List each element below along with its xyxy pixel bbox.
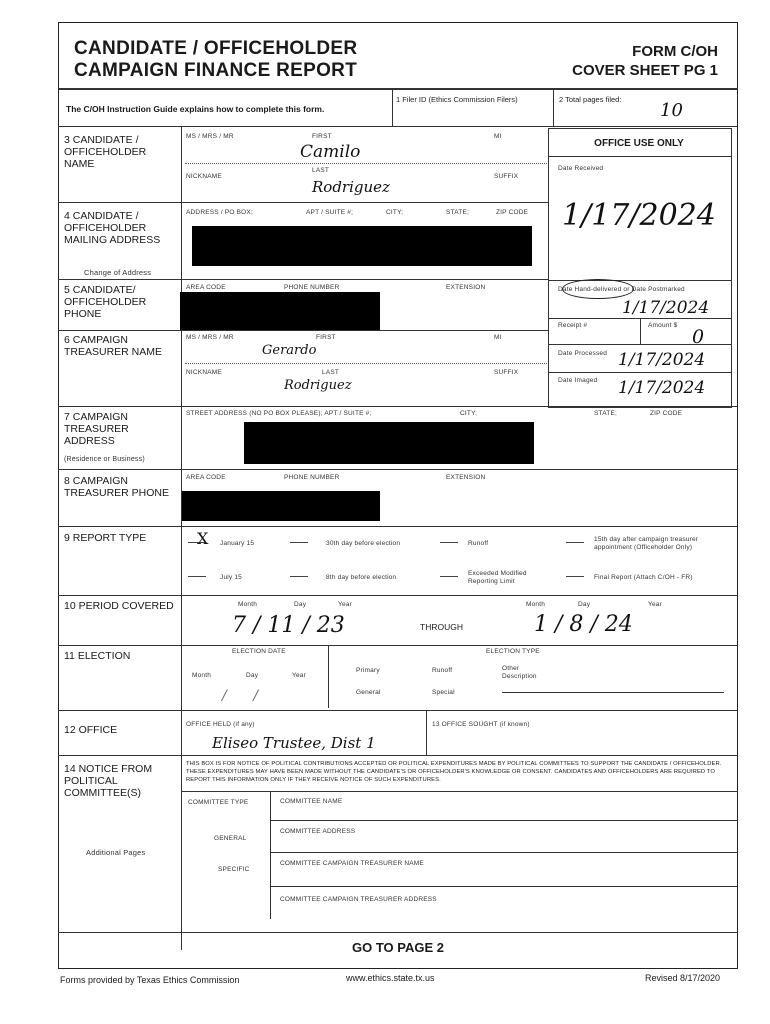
amount-label: Amount $ (648, 322, 678, 329)
total-pages-value: 10 (660, 100, 683, 121)
extension-label: EXTENSION (446, 284, 486, 291)
divider (185, 363, 547, 364)
redaction-block (182, 491, 380, 521)
section-7-label: 7 CAMPAIGN TREASURER ADDRESS (64, 411, 129, 447)
divider (270, 791, 271, 919)
zip-label: ZIP CODE (650, 410, 683, 417)
through-label: THROUGH (420, 622, 463, 632)
mi-label: MI (494, 334, 502, 341)
divider (270, 886, 738, 887)
area-code-label: AREA CODE (186, 474, 226, 481)
section-5-label: 5 CANDIDATE/ OFFICEHOLDER PHONE (64, 284, 147, 320)
divider (548, 156, 732, 157)
last-label: LAST (312, 167, 330, 174)
divider (548, 344, 732, 345)
option-primary: Primary (356, 667, 380, 674)
divider (58, 526, 738, 527)
checkbox-8th-day[interactable] (290, 566, 308, 577)
suffix-label: SUFFIX (494, 369, 519, 376)
hand-delivered-label: Date Hand-delivered or Date Postmarked (558, 286, 685, 293)
candidate-first-name: Camilo (300, 142, 361, 162)
date-processed-value: 1/17/2024 (618, 350, 706, 370)
candidate-last-name: Rodriguez (312, 178, 390, 196)
phone-number-label: PHONE NUMBER (284, 284, 340, 291)
year-label: Year (648, 601, 662, 608)
ms-label: MS / MRS / MR (186, 133, 234, 140)
ms-label: MS / MRS / MR (186, 334, 234, 341)
first-label: FIRST (316, 334, 336, 341)
office-use-title: OFFICE USE ONLY (594, 138, 684, 149)
year-label: Year (338, 601, 352, 608)
city-label: CITY; (460, 410, 478, 417)
mi-label: MI (494, 133, 502, 140)
treasurer-first-name: Gerardo (262, 343, 317, 358)
divider (58, 755, 738, 756)
additional-pages-label: Additional Pages (86, 848, 146, 857)
divider (182, 791, 738, 792)
option-runoff: Runoff (432, 667, 453, 674)
option-january: January 15 (220, 540, 255, 547)
date-received-label: Date Received (558, 165, 604, 172)
suffix-label: SUFFIX (494, 173, 519, 180)
divider (328, 646, 329, 708)
extension-label: EXTENSION (446, 474, 486, 481)
residence-label: (Residence or Business) (64, 456, 145, 463)
state-label: STATE; (594, 410, 617, 417)
divider (185, 163, 547, 164)
day-label: Day (294, 601, 307, 608)
divider (640, 318, 641, 344)
section-8-label: 8 CAMPAIGN TREASURER PHONE (64, 475, 170, 499)
period-to-value: 1 / 8 / 24 (534, 612, 633, 637)
option-8th-day: 8th day before election (326, 574, 397, 581)
notice-text: THIS BOX IS FOR NOTICE OF POLITICAL CONTRIBUTIONS ACCEPTED OR POLITICAL EXPENDITURES MADE BY POLITICAL COMMITTEES TO SUPPORT THE CANDIDATE / OFFICEHOLDER. THESE EXPENDITURES MAY HAVE BEEN MADE WITHOUT THE CANDIDATE'S OR OFFICEHOLDER'S KNOWLEDGE OR CONSENT. CANDIDATES AND OFFICEHOLDERS ARE REQUIRED TO REPORT THIS INFORMATION ONLY IF THEY RECEIVE NOTICE OF SUCH EXPENDITURES. (186, 761, 722, 783)
divider (58, 932, 738, 933)
checkbox-july[interactable] (188, 566, 206, 577)
date-imaged-value: 1/17/2024 (618, 378, 706, 398)
election-type-label: ELECTION TYPE (486, 648, 540, 655)
divider (58, 330, 548, 331)
instruction-text: The C/OH Instruction Guide explains how to complete this form. (66, 104, 325, 114)
section-4-label: 4 CANDIDATE / OFFICEHOLDER MAILING ADDRESS (64, 210, 161, 246)
section-14-label: 14 NOTICE FROM POLITICAL COMMITTEE(S) (64, 763, 153, 799)
city-label: CITY; (386, 209, 404, 216)
checkbox-30th-day[interactable] (290, 532, 308, 543)
divider (270, 820, 738, 821)
address-label: ADDRESS / PO BOX; (186, 209, 253, 216)
election-date-label: ELECTION DATE (232, 648, 286, 655)
divider (58, 710, 738, 711)
filer-id-label: 1 Filer ID (Ethics Commission Filers) (396, 95, 518, 104)
check-mark: X (197, 529, 209, 548)
zip-label: ZIP CODE (496, 209, 529, 216)
divider (548, 372, 732, 373)
phone-number-label: PHONE NUMBER (284, 474, 340, 481)
divider (270, 852, 738, 853)
divider (392, 88, 393, 126)
label-column-divider (181, 126, 182, 950)
area-code-label: AREA CODE (186, 284, 226, 291)
divider (553, 88, 554, 126)
checkbox-runoff[interactable] (440, 532, 458, 543)
option-15th-day: 15th day after campaign treasurer appointment (Officeholder Only) (594, 536, 699, 551)
other-description-line (502, 692, 724, 693)
checkbox-final-report[interactable] (566, 566, 584, 577)
redaction-block (180, 292, 380, 330)
amount-value: 0 (692, 326, 705, 348)
divider (58, 126, 738, 127)
section-6-label: 6 CAMPAIGN TREASURER NAME (64, 334, 163, 358)
state-label: STATE; (446, 209, 469, 216)
section-3-label: 3 CANDIDATE / OFFICEHOLDER NAME (64, 134, 147, 170)
first-label: FIRST (312, 133, 332, 140)
section-11-label: 11 ELECTION (64, 650, 131, 662)
day-label: Day (246, 672, 259, 679)
committee-address-label: COMMITTEE ADDRESS (280, 828, 356, 835)
divider (58, 202, 548, 203)
form-id: FORM C/OH COVER SHEET PG 1 (572, 43, 718, 79)
total-pages-label: 2 Total pages filed: (559, 95, 622, 104)
divider (58, 645, 738, 646)
year-label: Year (292, 672, 306, 679)
day-label: Day (578, 601, 591, 608)
option-general: General (356, 689, 381, 696)
option-special: Special (432, 689, 455, 696)
option-final-report: Final Report (Attach C/OH - FR) (594, 574, 693, 581)
option-july: July 15 (220, 574, 242, 581)
section-12-label: 12 OFFICE (64, 724, 118, 736)
section-9-label: 9 REPORT TYPE (64, 532, 147, 544)
divider (58, 279, 548, 280)
go-to-page-2: GO TO PAGE 2 (352, 940, 444, 955)
committee-type-label: COMMITTEE TYPE (188, 799, 249, 806)
date-received-value: 1/17/2024 (562, 198, 716, 233)
divider (58, 469, 738, 470)
section-13-label: 13 OFFICE SOUGHT (if known) (432, 721, 530, 728)
period-from-value: 7 / 11 / 23 (232, 613, 345, 638)
hand-delivered-value: 1/17/2024 (622, 298, 710, 318)
divider (58, 595, 738, 596)
month-label: Month (192, 672, 212, 679)
office-held-label: OFFICE HELD (if any) (186, 721, 255, 728)
treasurer-name-label: COMMITTEE CAMPAIGN TREASURER NAME (280, 860, 424, 867)
option-runoff: Runoff (468, 540, 489, 547)
nickname-label: NICKNAME (186, 173, 222, 180)
treasurer-address-label: COMMITTEE CAMPAIGN TREASURER ADDRESS (280, 896, 437, 903)
divider (426, 711, 427, 755)
change-of-address-label: Change of Address (84, 268, 152, 277)
header-divider (58, 88, 738, 90)
divider (58, 406, 738, 407)
nickname-label: NICKNAME (186, 369, 222, 376)
option-30th-day: 30th day before election (326, 540, 401, 547)
receipt-label: Receipt # (558, 322, 588, 329)
section-10-label: 10 PERIOD COVERED (64, 600, 174, 612)
month-label: Month (526, 601, 546, 608)
date-processed-label: Date Processed (558, 350, 608, 357)
street-address-label: STREET ADDRESS (NO PO BOX PLEASE); APT / SUITE #; (186, 410, 372, 417)
option-exceeded: Exceeded Modified Reporting Limit (468, 570, 527, 585)
option-specific: SPECIFIC (218, 866, 250, 873)
option-general: GENERAL (214, 835, 247, 842)
date-imaged-label: Date Imaged (558, 377, 598, 384)
treasurer-last-name: Rodriguez (284, 378, 352, 393)
last-label: LAST (322, 369, 340, 376)
checkbox-15th-day[interactable] (566, 532, 584, 543)
circle-mark (562, 279, 634, 299)
checkbox-exceeded[interactable] (440, 566, 458, 577)
apt-label: APT / SUITE #; (306, 209, 354, 216)
footer-url: www.ethics.state.tx.us (346, 973, 435, 983)
redaction-block (244, 422, 534, 464)
office-held-value: Eliseo Trustee, Dist 1 (212, 734, 376, 752)
footer-revised: Revised 8/17/2020 (645, 973, 721, 983)
election-date-slashes: / / (222, 688, 259, 704)
footer-provided: Forms provided by Texas Ethics Commission (60, 975, 240, 985)
month-label: Month (238, 601, 258, 608)
option-other: Other Description (502, 665, 537, 680)
redaction-block (192, 226, 532, 266)
committee-name-label: COMMITTEE NAME (280, 798, 343, 805)
form-title: CANDIDATE / OFFICEHOLDER CAMPAIGN FINANCE REPORT (74, 38, 358, 81)
